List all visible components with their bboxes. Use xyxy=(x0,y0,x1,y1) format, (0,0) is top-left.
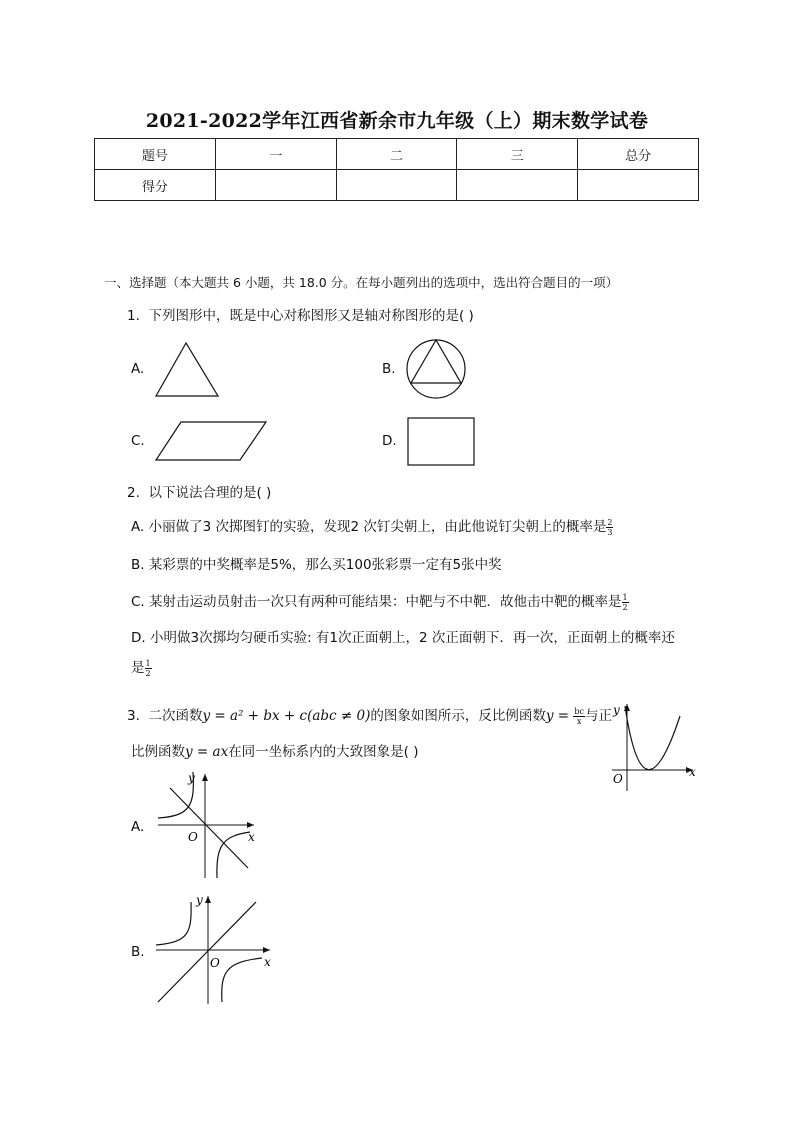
score-table-header-row xyxy=(95,139,699,170)
score-cell[interactable] xyxy=(215,170,336,201)
option-text: 是 xyxy=(131,660,145,676)
option-text: 小丽做了3 次掷图钉的实验，发现2 次钉尖朝上，由此他说钉尖朝上的概率是 xyxy=(148,519,607,535)
option-text: 某射击运动员射击一次只有两种可能结果：中靶与不中靶．故他击中靶的概率是 xyxy=(149,594,622,610)
q2-option-a xyxy=(131,515,613,537)
score-cell[interactable] xyxy=(336,170,457,201)
score-header-cell: 二 xyxy=(336,139,457,170)
origin-label: O xyxy=(613,772,623,786)
question-stem: 二次函数 xyxy=(148,708,203,724)
score-cell[interactable] xyxy=(457,170,578,201)
question-stem: 的图象如图所示，反比例函数 xyxy=(370,708,546,724)
question-stem: 比例函数 xyxy=(131,744,185,760)
option-label: D. xyxy=(382,433,397,449)
y-axis-label: y xyxy=(196,893,203,907)
question-number: 3. xyxy=(127,708,140,724)
score-header-cell: 总分 xyxy=(578,139,699,170)
option-label: A. xyxy=(131,519,145,535)
fraction: $\frac{bc}{x}$ xyxy=(574,706,584,726)
question-3-line-2 xyxy=(131,740,419,760)
rectangle-figure xyxy=(406,416,478,468)
x-axis-label: x xyxy=(248,830,255,844)
y-axis-label: y xyxy=(188,771,195,785)
option-label: A. xyxy=(131,819,145,835)
question-number: 1. xyxy=(127,308,140,324)
formula: y = xyxy=(545,708,574,724)
x-axis-label: x xyxy=(689,765,696,779)
parallelogram-figure xyxy=(152,418,270,464)
option-label: A. xyxy=(131,361,145,377)
option-text: 某彩票的中奖概率是5%，那么买100张彩票一定有5张中奖 xyxy=(148,557,502,573)
score-table-score-row xyxy=(95,170,699,201)
option-label: C. xyxy=(131,594,145,610)
origin-label: O xyxy=(210,956,220,970)
score-header-cell: 三 xyxy=(457,139,578,170)
question-1 xyxy=(127,304,474,324)
q2-option-b xyxy=(131,553,502,573)
triangle-in-circle-figure xyxy=(403,336,469,402)
score-header-cell: 一 xyxy=(215,139,336,170)
question-stem: 在同一坐标系内的大致图象是( ) xyxy=(228,744,419,760)
q2-option-c xyxy=(131,590,629,612)
origin-label: O xyxy=(188,830,198,844)
option-b-graph xyxy=(150,890,278,1008)
exam-title: 2021-2022学年江西省新余市九年级（上）期末数学试卷 xyxy=(145,110,649,132)
q2-option-d xyxy=(131,626,675,646)
score-cell[interactable] xyxy=(578,170,699,201)
y-axis-label: y xyxy=(613,703,620,717)
fraction: $\frac{1}{2}$ xyxy=(622,592,628,612)
score-table xyxy=(94,138,699,201)
fraction: $\frac{1}{2}$ xyxy=(145,658,151,678)
q2-option-d-continued xyxy=(131,656,152,678)
question-stem: 下列图形中，既是中心对称图形又是轴对称图形的是( ) xyxy=(148,308,474,324)
question-stem: 与正 xyxy=(584,708,612,724)
x-axis-label: x xyxy=(264,955,271,969)
triangle-figure xyxy=(152,340,224,398)
question-stem: 以下说法合理的是( ) xyxy=(148,485,272,501)
option-label: D. xyxy=(131,630,146,646)
option-label: C. xyxy=(131,433,145,449)
score-row-label: 得分 xyxy=(95,170,216,201)
section-heading: 一、选择题（本大题共 6 小题，共 18.0 分。在每小题列出的选项中，选出符合题目的一项） xyxy=(104,275,619,290)
option-label: B. xyxy=(131,944,145,960)
option-a-graph xyxy=(150,768,265,880)
fraction: $\frac{2}{3}$ xyxy=(607,517,613,537)
score-header-cell: 题号 xyxy=(95,139,216,170)
formula: y = ax xyxy=(185,744,229,760)
formula: y = a² + bx + c(abc ≠ 0) xyxy=(202,708,371,724)
question-3 xyxy=(127,704,612,726)
question-2 xyxy=(127,481,271,501)
parabola-graph xyxy=(605,698,700,793)
question-number: 2. xyxy=(127,485,140,501)
option-label: B. xyxy=(131,557,145,573)
option-label: B. xyxy=(382,361,396,377)
option-text: 小明做3次掷均匀硬币实验: 有1次正面朝上，2 次正面朝下．再一次，正面朝上的概率还 xyxy=(149,630,675,646)
